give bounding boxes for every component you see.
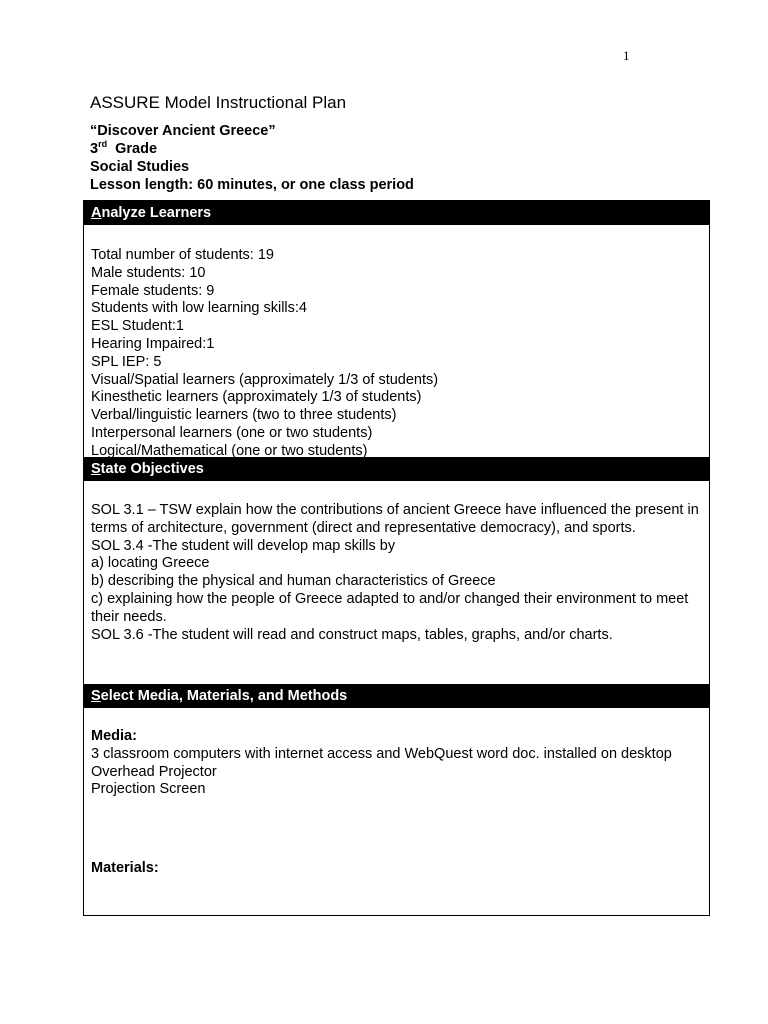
document-title: ASSURE Model Instructional Plan [90,93,347,112]
analyze-header-initial: A [91,205,102,221]
select-media-header [84,684,709,708]
analyze-line: Interpersonal learners (one or two students) [91,424,373,441]
analyze-line: Hearing Impaired:1 [91,335,215,352]
analyze-line: Female students: 9 [91,282,215,299]
select-media-body [84,708,709,878]
analyze-line: Total number of students: 19 [91,247,274,263]
lesson-grade [90,140,414,158]
media-label: Media: [91,728,137,744]
analyze-line: SPL IEP: 5 [91,353,162,370]
media-header-text: elect Media, Materials, and Methods [100,688,348,704]
grade-suffix: rd [98,139,108,149]
objective-line: SOL 3.1 – TSW explain how the contributions of ancient Greece have influenced the present in terms of architecture, government (direct and representative democracy), and sports. [91,502,699,536]
objective-line: SOL 3.6 -The student will read and construct maps, tables, graphs, and/or charts. [91,626,613,643]
media-header-initial: S [91,688,101,704]
blank-space [91,799,702,860]
objective-line: b) describing the physical and human characteristics of Greece [91,573,496,590]
analyze-line: Kinesthetic learners (approximately 1/3 of students) [91,389,422,406]
media-item: 3 classroom computers with internet access and WebQuest word doc. installed on desktop [91,745,672,762]
objectives-header-text: tate Objectives [100,461,204,477]
objectives-header-initial: S [91,461,101,477]
analyze-line: Students with low learning skills:4 [91,300,307,317]
plan-table [83,200,710,916]
page-number: 1 [623,48,630,63]
state-objectives-header [84,457,709,481]
media-item: Overhead Projector [91,763,217,780]
analyze-header-text: nalyze Learners [101,205,212,221]
analyze-learners-header [84,201,709,225]
analyze-line: Verbal/linguistic learners (two to three students) [91,407,397,424]
analyze-line: Visual/Spatial learners (approximately 1/3 of students) [91,371,439,388]
grade-number: 3 [90,141,99,157]
objective-line: c) explaining how the people of Greece adapted to and/or changed their environment to meet their needs. [91,590,689,625]
analyze-learners-body [84,225,709,457]
objective-line: a) locating Greece [91,555,210,572]
objective-line: SOL 3.4 -The student will develop map skills by [91,537,396,554]
analyze-line: Male students: 10 [91,264,206,281]
lesson-header [90,122,414,194]
grade-word: Grade [115,141,158,157]
lesson-length: Lesson length: 60 minutes, or one class period [90,177,414,193]
lesson-subject: Social Studies [90,159,190,175]
analyze-line: Logical/Mathematical (one or two students) [91,442,368,459]
state-objectives-body [84,481,709,684]
lesson-name: “Discover Ancient Greece” [90,123,276,139]
analyze-line: ESL Student:1 [91,318,184,335]
media-item: Projection Screen [91,781,206,798]
materials-label: Materials: [91,860,159,877]
